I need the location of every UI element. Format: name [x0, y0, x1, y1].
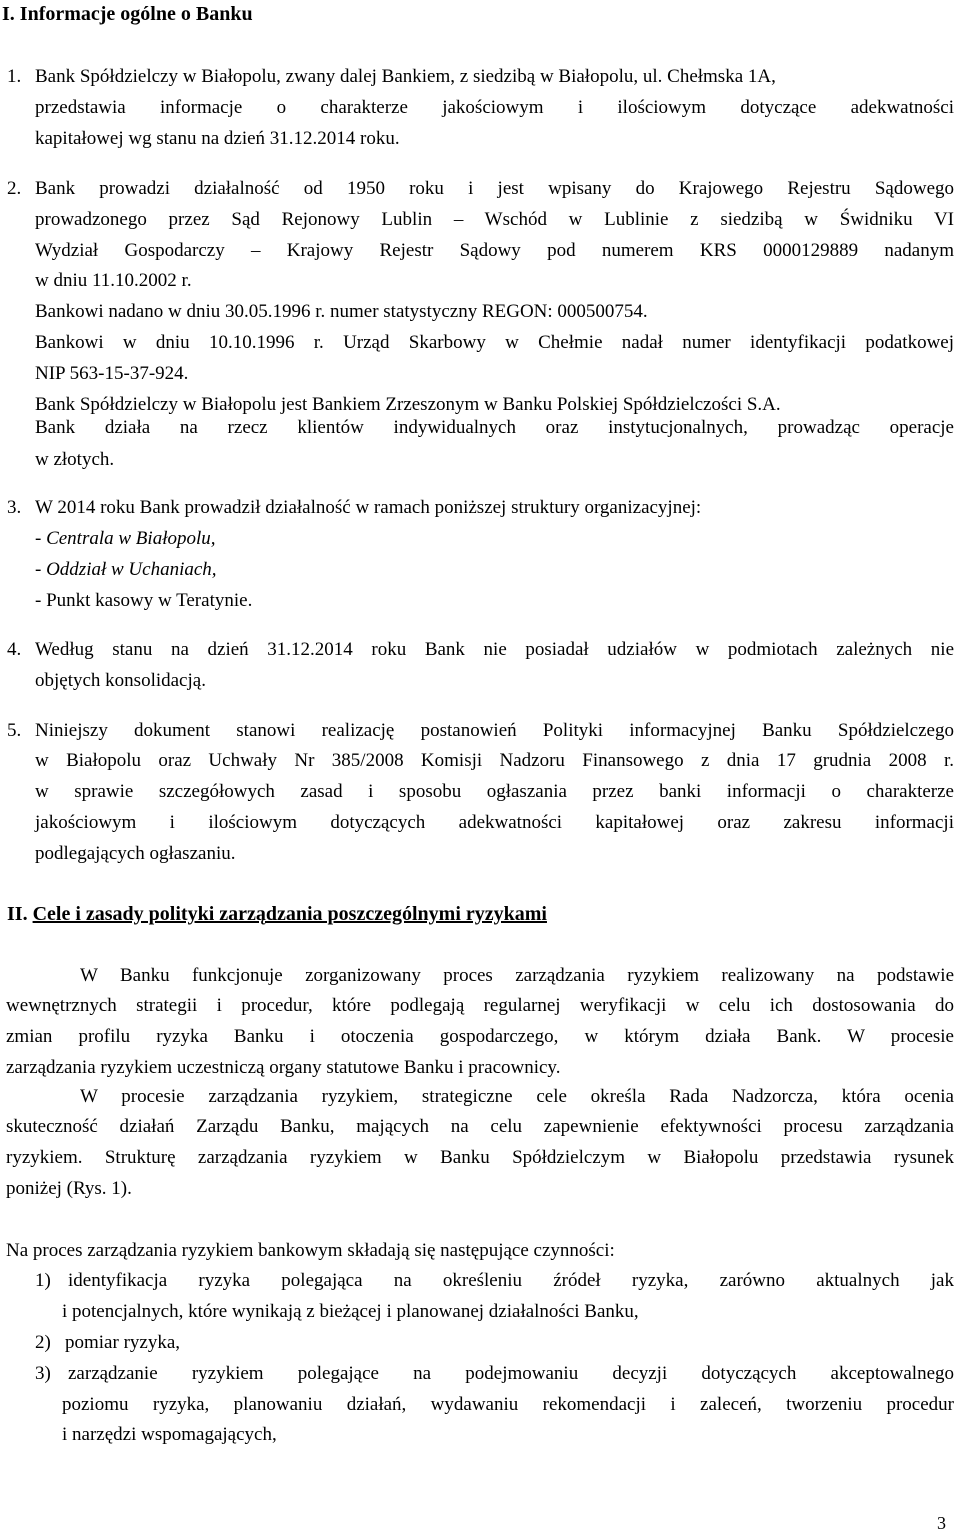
list-item-line: i narzędzi wspomagających, [62, 1424, 277, 1445]
paragraph-number: 3. [7, 497, 22, 518]
paragraph-line: przedstawia informacje o charakterze jakościowym i ilościowym dotyczące adekwatności [35, 97, 954, 118]
paragraph-line: w dniu 11.10.2002 r. [35, 270, 192, 291]
paragraph-line: w Białopolu oraz Uchwały Nr 385/2008 Komisji Nadzoru Finansowego z dnia 17 grudnia 2008 r. [35, 750, 954, 771]
list-item-number: 3) [35, 1363, 51, 1384]
paragraph-line: Bank działa na rzecz klientów indywidualnych oraz instytucjonalnych, prowadząc operacje [35, 417, 954, 438]
body-line: wewnętrznych strategii i procedur, które podlegają regularnej weryfikacji w celu ich dostosowania do [6, 995, 954, 1016]
org-unit-item: - Oddział w Uchaniach, [35, 559, 217, 580]
list-item-line: pomiar ryzyka, [65, 1332, 181, 1353]
section-heading-text: Cele i zasady polityki zarządzania poszczególnymi ryzykami [32, 903, 547, 925]
list-item-line: poziomu ryzyka, planowaniu działań, wydawaniu rekomendacji i zaleceń, tworzeniu procedur [62, 1394, 954, 1415]
paragraph-line: jakościowym i ilościowym dotyczących adekwatności kapitałowej oraz zakresu informacji [35, 812, 954, 833]
paragraph-line: Niniejszy dokument stanowi realizację postanowień Polityki informacyjnej Banku Spółdzielczego [35, 720, 954, 741]
paragraph-line: objętych konsolidacją. [35, 670, 206, 691]
paragraph-line: Bank Spółdzielczy w Białopolu jest Bankiem Zrzeszonym w Banku Polskiej Spółdzielczości S.A. [35, 394, 781, 415]
paragraph-line: w złotych. [35, 449, 115, 470]
paragraph-number: 5. [7, 720, 22, 741]
paragraph-line: Bank Spółdzielczy w Białopolu, zwany dalej Bankiem, z siedzibą w Białopolu, ul. Chełmska 1A, [35, 66, 776, 87]
paragraph-line: kapitałowej wg stanu na dzień 31.12.2014 roku. [35, 128, 400, 149]
paragraph-number: 2. [7, 178, 22, 199]
body-line: ryzykiem. Strukturę zarządzania ryzykiem w Banku Spółdzielczym w Białopolu przedstawia rysunek [6, 1147, 954, 1168]
body-line: skuteczność działań Zarządu Banku, mających na celu zapewnienie efektywności procesu zarządzania [6, 1116, 954, 1137]
paragraph-line: Według stanu na dzień 31.12.2014 roku Bank nie posiadał udziałów w podmiotach zależnych nie [35, 639, 954, 660]
list-item-number: 1) [35, 1270, 51, 1291]
body-line: W procesie zarządzania ryzykiem, strategiczne cele określa Rada Nadzorcza, która ocenia [80, 1086, 954, 1107]
org-unit-item: - Punkt kasowy w Teratynie. [35, 590, 253, 611]
section-heading [7, 899, 547, 930]
org-unit-item: - Centrala w Białopolu, [35, 528, 216, 549]
body-line: zarządzania ryzykiem uczestniczą organy statutowe Banku i pracownicy. [6, 1057, 561, 1078]
paragraph-line: NIP 563-15-37-924. [35, 363, 189, 384]
body-line: zmian profilu ryzyka Banku i otoczenia gospodarczego, w którym działa Bank. W procesie [6, 1026, 954, 1047]
paragraph-line: W 2014 roku Bank prowadził działalność w ramach poniższej struktury organizacyjnej: [35, 497, 702, 518]
paragraph-line: Bank prowadzi działalność od 1950 roku i jest wpisany do Krajowego Rejestru Sądowego [35, 178, 954, 199]
list-item-number: 2) [35, 1332, 51, 1353]
paragraph-line: prowadzonego przez Sąd Rejonowy Lublin – Wschód w Lublinie z siedzibą w Świdniku VI [35, 209, 954, 230]
paragraph-line: podlegających ogłaszaniu. [35, 843, 236, 864]
paragraph-line: Wydział Gospodarczy – Krajowy Rejestr Sądowy pod numerem KRS 0000129889 nadanym [35, 240, 954, 261]
paragraph-line: Bankowi w dniu 10.10.1996 r. Urząd Skarbowy w Chełmie nadał numer identyfikacji podatkowej [35, 332, 954, 353]
paragraph-line: Bankowi nadano w dniu 30.05.1996 r. numer statystyczny REGON: 000500754. [35, 301, 648, 322]
list-item-line: identyfikacja ryzyka polegająca na określeniu źródeł ryzyka, zarówno aktualnych jak [68, 1270, 954, 1291]
body-line: W Banku funkcjonuje zorganizowany proces zarządzania ryzykiem realizowany na podstawie [80, 965, 954, 986]
section-heading: I. Informacje ogólne o Banku [2, 3, 253, 25]
list-item-line: zarządzanie ryzykiem polegające na podejmowaniu decyzji dotyczących akceptowalnego [68, 1363, 954, 1384]
list-intro: Na proces zarządzania ryzykiem bankowym składają się następujące czynności: [6, 1240, 615, 1261]
paragraph-number: 4. [7, 639, 22, 660]
body-line: poniżej (Rys. 1). [6, 1178, 132, 1199]
list-item-line: i potencjalnych, które wynikają z bieżącej i planowanej działalności Banku, [62, 1301, 639, 1322]
page-number: 3 [937, 1513, 946, 1533]
section-heading-number: II. [7, 903, 28, 925]
paragraph-number: 1. [7, 66, 22, 87]
paragraph-line: w sprawie szczegółowych zasad i sposobu ogłaszania przez banki informacji o charakterze [35, 781, 954, 802]
